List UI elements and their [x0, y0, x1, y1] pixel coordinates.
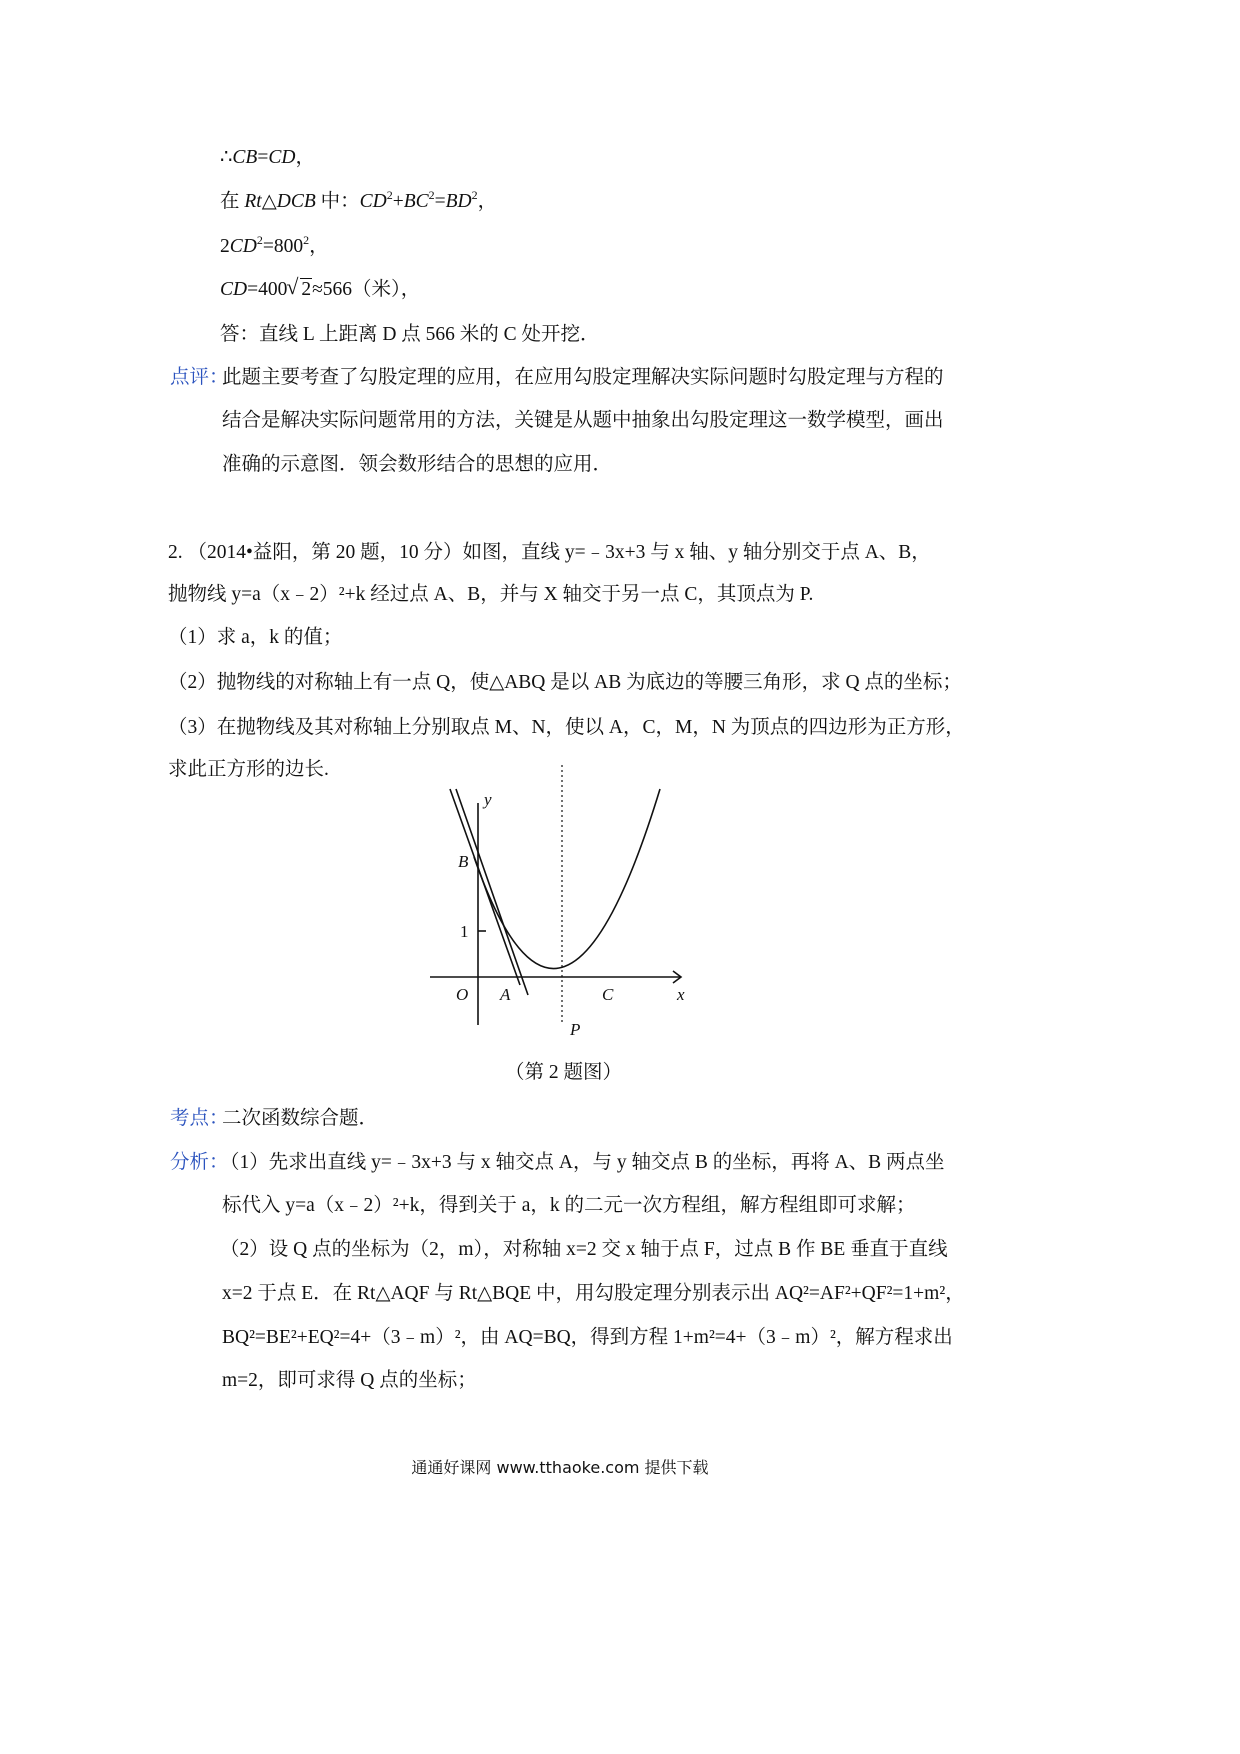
- analysis-line-2: 标代入 y=a（x﹣2）²+k，得到关于 a，k 的二元一次方程组，解方程组即可求解；: [222, 1195, 916, 1216]
- footer-text: 通通好课网 www.tthaoke.com 提供下载: [411, 1458, 709, 1477]
- sqrt-symbol: [288, 277, 312, 303]
- solution-line-pythagoras: [220, 189, 497, 215]
- math-var: △DCB: [261, 191, 316, 212]
- label-C: C: [602, 985, 614, 1004]
- math-var: CD: [229, 236, 257, 257]
- topic-label: 考点：: [170, 1108, 229, 1129]
- punctuation: ，: [295, 147, 315, 168]
- solution-answer: 答：直线 L 上距离 D 点 566 米的 C 处开挖．: [220, 324, 600, 345]
- punctuation: ，: [477, 191, 498, 212]
- parabola-figure: [456, 790, 720, 1175]
- math-var: CD: [359, 191, 387, 212]
- math-num: ≈566（米）: [312, 279, 401, 300]
- parabola-curve: [474, 789, 660, 969]
- punctuation: ，: [309, 236, 329, 257]
- text-fragment: 在: [220, 191, 245, 212]
- problem-line-2: 抛物线 y=a（x﹣2）²+k 经过点 A、B，并与 X 轴交于另一点 C，其顶点为 P.: [168, 584, 814, 605]
- exponent: 2: [386, 188, 393, 202]
- problem-q3-line-1: （3）在抛物线及其对称轴上分别取点 M、N，使以 A，C，M，N 为顶点的四边形为正方形，: [168, 717, 965, 738]
- label-y: y: [484, 790, 492, 809]
- math-op: =: [257, 147, 269, 168]
- comment-line-1: 此题主要考查了勾股定理的应用，在应用勾股定理解决实际问题时勾股定理与方程的: [222, 367, 944, 388]
- label-B: B: [458, 852, 469, 871]
- math-var: CD: [220, 279, 248, 300]
- problem-q1: （1）求 a，k 的值；: [168, 627, 343, 648]
- analysis-line-5: BQ²=BE²+EQ²=4+（3﹣m）²，由 AQ=BQ，得到方程 1+m²=4+（3﹣m）²，解方程求出: [222, 1327, 953, 1348]
- exponent: 2: [256, 233, 263, 247]
- analysis-line-1: （1）先求出直线 y=﹣3x+3 与 x 轴交点 A，与 y 轴交点 B 的坐标，再将 A、B 两点坐: [220, 1152, 945, 1173]
- label-x: x: [677, 985, 685, 1004]
- math-var: CB: [232, 147, 258, 168]
- label-O: O: [456, 985, 469, 1004]
- problem-line-1: 2. （2014•益阳，第 20 题，10 分）如图，直线 y=﹣3x+3 与 x 轴、y 轴分别交于点 A、B，: [168, 542, 931, 563]
- punctuation: ，: [400, 279, 421, 300]
- math-op: =: [434, 191, 446, 212]
- text-fragment: 中：: [315, 191, 360, 212]
- math-num: =800: [262, 236, 304, 257]
- exponent: 2: [303, 233, 310, 247]
- math-var: BC: [403, 191, 429, 212]
- label-P: P: [570, 1020, 581, 1039]
- math-var: CD: [268, 147, 296, 168]
- exponent: 2: [471, 188, 478, 202]
- analysis-line-4: x=2 于点 E．在 Rt△AQF 与 Rt△BQE 中，用勾股定理分别表示出 AQ²=AF²+QF²=1+m²，: [222, 1283, 965, 1304]
- figure-caption: （第 2 题图）: [505, 1062, 623, 1083]
- problem-q3-line-2: 求此正方形的边长.: [168, 759, 329, 780]
- topic-text: 二次函数综合题．: [222, 1108, 379, 1129]
- line-y-eq-neg3x-plus3: [456, 789, 528, 995]
- analysis-label: 分析：: [170, 1152, 229, 1173]
- label-A: A: [500, 985, 511, 1004]
- therefore-symbol: ∴: [220, 147, 233, 168]
- solution-line-2cd2: [220, 234, 329, 260]
- math-num: 2: [220, 236, 230, 257]
- comment-line-3: 准确的示意图．领会数形结合的思想的应用．: [222, 454, 613, 475]
- solution-line-cb-eq-cd: [220, 145, 315, 171]
- analysis-line-6: m=2，即可求得 Q 点的坐标；: [222, 1370, 477, 1391]
- math-op: +: [392, 191, 404, 212]
- exponent: 2: [428, 188, 435, 202]
- math-num: =400: [247, 279, 288, 300]
- analysis-line-3: （2）设 Q 点的坐标为（2，m），对称轴 x=2 交 x 轴于点 F，过点 B 作 BE 垂直于直线: [220, 1239, 948, 1260]
- comment-line-2: 结合是解决实际问题常用的方法，关键是从题中抽象出勾股定理这一数学模型，画出: [222, 410, 944, 431]
- radicand: 2: [301, 279, 312, 300]
- math-var: Rt: [244, 191, 262, 212]
- problem-q2: （2）抛物线的对称轴上有一点 Q，使△ABQ 是以 AB 为底边的等腰三角形，求 Q 点的坐标；: [168, 672, 962, 693]
- label-1: 1: [460, 922, 469, 941]
- comment-label: 点评：: [170, 367, 229, 388]
- solution-line-cd-value: [220, 277, 420, 303]
- math-var: BD: [445, 191, 472, 212]
